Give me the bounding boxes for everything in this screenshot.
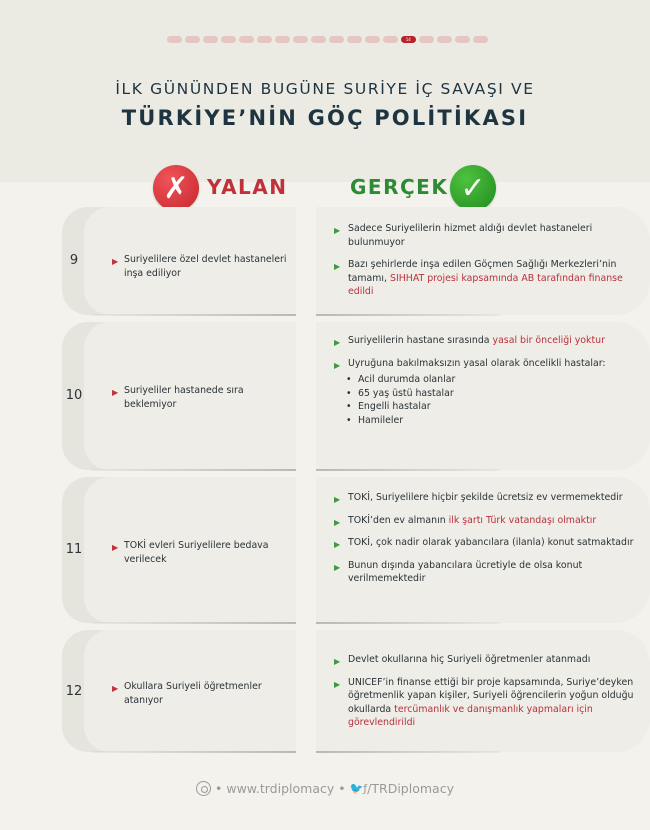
fact-list [334,653,634,739]
page-dot[interactable] [257,36,272,43]
green-triangle-icon: ▶ [334,262,341,271]
myth-claim [112,539,287,566]
green-triangle-icon: ▶ [334,338,341,347]
fact-text: UNICEF’in finanse ettiği bir proje kapsamında, Suriye’deyken öğretmenlik yapan kişiler, Suriyeli öğrencilerin yoğun olduğu okullarda [348,676,634,715]
fact-highlight: yasal bir önceliği yoktur [492,335,605,346]
fact-item [334,514,634,528]
myth-claim [112,253,287,280]
fact-text: Sadece Suriyelilerin hizmet aldığı devlet hastaneleri bulunmuyor [348,223,593,248]
fact-item [334,357,634,428]
green-triangle-icon: ▶ [334,562,341,572]
myth-fact-row [62,207,623,315]
fact-text: Uyruğuna bakılmaksızın yasal olarak öncelikli hastalar: [348,357,606,369]
red-triangle-icon: ▶ [112,684,119,693]
fact-item [334,559,634,586]
page-dot[interactable] [329,36,344,43]
twitter-facebook-icon: 🐦ƒ [349,782,368,795]
myth-claim [112,680,287,707]
page-dot[interactable] [347,36,362,43]
fact-text: Bazı şehirlerde inşa edilen Göçmen Sağlığı Merkezleri’nin tamamı, [348,259,617,284]
fact-list [334,222,634,308]
fact-column-label: GERÇEK [350,175,449,199]
fact-text: Bunun dışında yabancılara ücretiyle de olsa konut verilmemektedir [348,559,583,584]
priority-list [346,373,634,427]
footer [0,780,650,796]
fact-text: TOKİ’den ev almanın [348,514,449,526]
red-triangle-icon: ▶ [112,388,119,397]
page-subtitle: İLK GÜNÜNDEN BUGÜNE SURİYE İÇ SAVAŞI VE [115,80,535,98]
green-triangle-icon: ▶ [334,360,341,370]
fact-item [334,258,634,299]
myth-fact-row [62,477,634,623]
column-headers [0,164,650,212]
myth-claim [112,384,287,411]
priority-list-item: • Acil durumda olanlar [346,373,634,387]
page-title: TÜRKİYE’NİN GÖÇ POLİTİKASI [121,106,529,130]
page-dot[interactable] [473,36,488,43]
page-dot[interactable] [185,36,200,43]
page-dot[interactable] [275,36,290,43]
cross-icon: ✗ [153,165,199,211]
green-triangle-icon: ▶ [334,495,341,504]
priority-list-item: • Hamileler [346,414,634,428]
social-handle-link[interactable]: /TRDiplomacy [367,781,454,796]
fact-list [334,334,634,436]
fact-highlight: ilk şartı Türk vatandaşı olmaktır [448,514,597,526]
website-link[interactable]: www.trdiplomacy [226,781,335,796]
green-triangle-icon: ▶ [334,679,341,689]
page-dot[interactable] [221,36,236,43]
myth-fact-row [62,322,606,470]
page-dot[interactable] [293,36,308,43]
pagination [167,36,488,43]
page-dot[interactable] [239,36,254,43]
myth-fact-row [62,630,634,752]
fact-item [334,334,634,348]
priority-list-item: • 65 yaş üstü hastalar [346,387,634,401]
page-dot[interactable] [311,36,326,43]
fact-list [334,491,634,595]
page-dot[interactable] [437,36,452,43]
emblem-icon [196,781,211,796]
myth-column-label: YALAN [207,175,288,199]
fact-highlight: tercümanlık ve danışmanlık yapmaları için görevlendirildi [348,703,593,728]
fact-text: Suriyelilerin hastane sırasında [348,335,493,346]
page-dot[interactable] [455,36,470,43]
footer-separator: • [338,781,346,796]
check-icon: ✓ [450,165,496,211]
fact-highlight: SIHHAT projesi kapsamında AB tarafından finanse edildi [348,272,623,297]
red-triangle-icon: ▶ [112,257,119,266]
myth-claim-text: TOKİ evleri Suriyelilere bedava verilecek [124,540,269,565]
page-dot[interactable] [203,36,218,43]
row-number: 11 [65,542,83,557]
fact-item [334,491,634,505]
red-triangle-icon: ▶ [112,543,119,552]
page-dot[interactable] [167,36,182,43]
row-number: 9 [69,253,79,268]
page-dot-active[interactable]: 14 [401,36,416,43]
priority-list-item: • Engelli hastalar [346,400,634,414]
green-triangle-icon: ▶ [334,517,341,527]
row-number: 10 [65,388,83,403]
myth-claim-text: Suriyeliler hastanede sıra beklemiyor [124,385,244,410]
green-triangle-icon: ▶ [334,540,341,549]
fact-item [334,222,634,249]
fact-text: TOKİ, çok nadir olarak yabancılara (ilanla) konut satmaktadır [348,537,634,548]
fact-text: TOKİ, Suriyelilere hiçbir şekilde ücretsiz ev vermemektedir [348,492,623,503]
green-triangle-icon: ▶ [334,226,341,235]
page-dot[interactable] [419,36,434,43]
row-number: 12 [65,684,83,699]
footer-separator: • [215,781,223,796]
myth-claim-text: Okullara Suriyeli öğretmenler atanıyor [124,681,262,706]
green-triangle-icon: ▶ [334,657,341,666]
fact-item [334,653,634,667]
page-dot[interactable] [383,36,398,43]
fact-text: Devlet okullarına hiç Suriyeli öğretmenler atanmadı [348,654,591,665]
fact-item [334,676,634,730]
fact-item [334,536,634,550]
page-dot[interactable] [365,36,380,43]
myth-claim-text: Suriyelilere özel devlet hastaneleri inşa ediliyor [124,254,287,279]
